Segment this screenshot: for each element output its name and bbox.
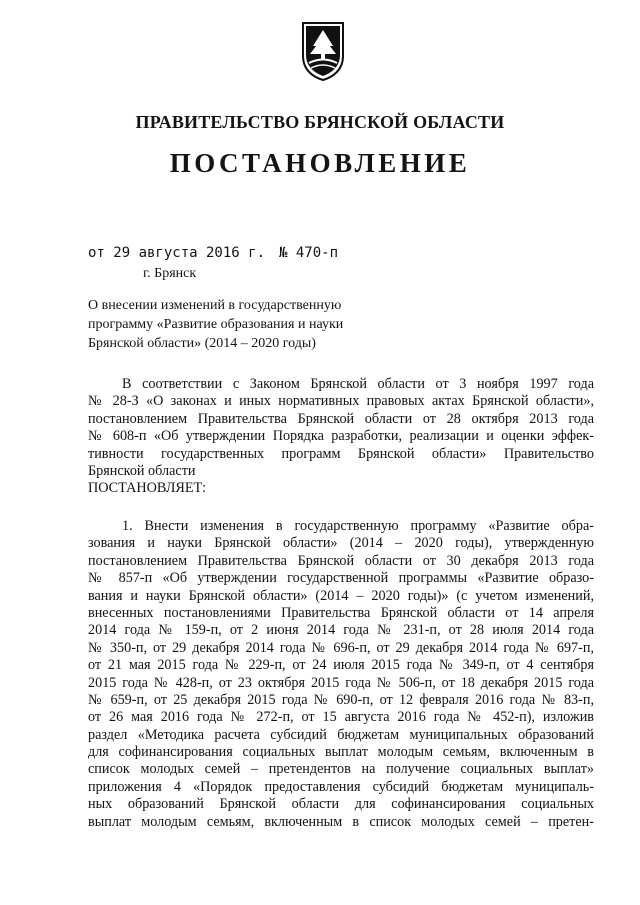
document-number: № 470-п [279, 245, 339, 261]
text-line: внесенных постановлениями Правительства Брянской области от 14 апреля [88, 604, 594, 621]
text-line: приложения 4 «Порядок предоставления субсидий бюджетам муниципаль- [88, 778, 594, 795]
text-line: 2015 года № 428-п, от 23 октября 2015 года № 506-п, от 18 декабря 2015 года [88, 674, 594, 691]
text-line: 1. Внести изменения в государственную программу «Развитие обра- [122, 518, 594, 534]
document-type-title: ПОСТАНОВЛЕНИЕ [169, 148, 471, 178]
text-line: ных образований Брянской области для софинансирования социальных [88, 796, 594, 813]
text-line: 2014 года № 159-п, от 2 июня 2014 года № 231-п, от 28 июля 2014 года [88, 622, 594, 639]
text-line: вания и науки Брянской области» (2014 – 2020 годы)» (с учетом изменений, [88, 587, 594, 604]
document-date: от 29 августа 2016 г. [88, 245, 266, 261]
preamble-paragraph [88, 376, 594, 498]
text-line: список молодых семей – претендентов на получение социальных выплат» [88, 761, 594, 778]
document-subject [88, 296, 343, 353]
text-line: № 659-п, от 25 декабря 2015 года № 690-п, от 12 февраля 2016 года № 83-п, [88, 691, 594, 708]
text-line: № 857-п «Об утверждении государственной программы «Развитие образо- [88, 570, 594, 587]
clause-1-paragraph [88, 518, 594, 831]
date-line [88, 245, 338, 261]
document-city: г. Брянск [143, 266, 197, 281]
text-line: зования и науки Брянской области» (2014 – 2020 годы), утвержденную [88, 535, 594, 552]
text-line: постановлением Правительства Брянской области от 28 октября 2013 года [88, 410, 594, 427]
text-line: от 26 мая 2016 года № 272-п, от 15 августа 2016 года № 452-п), изложив [88, 709, 594, 726]
text-line: раздел «Методика расчета субсидий бюджетам муниципальных образований [88, 726, 594, 743]
subject-line: О внесении изменений в государственную [88, 298, 342, 313]
government-title: ПРАВИТЕЛЬСТВО БРЯНСКОЙ ОБЛАСТИ [135, 112, 505, 132]
text-line: № 608-п «Об утверждении Порядка разработки, реализации и оценки эффек- [88, 428, 594, 445]
text-line: ПОСТАНОВЛЯЕТ: [88, 480, 207, 497]
text-line: для софинансирования социальных выплат молодым семьям, включенным в [88, 744, 594, 761]
coat-of-arms-icon [300, 20, 346, 82]
text-line: тивности государственных программ Брянской области» Правительство [88, 445, 594, 462]
text-line: выплат молодым семьям, включенным в список молодых семей – претен- [88, 813, 594, 830]
text-line: В соответствии с Законом Брянской области от 3 ноября 1997 года [122, 376, 594, 392]
text-line: № 350-п, от 29 декабря 2014 года № 696-п, от 29 декабря 2014 года № 697-п, [88, 639, 594, 656]
subject-line: Брянской области» (2014 – 2020 годы) [88, 336, 316, 351]
text-line: от 21 мая 2015 года № 229-п, от 24 июля 2015 года № 349-п, от 4 сентября [88, 657, 594, 674]
text-line: № 28-З «О законах и иных нормативных правовых актах Брянской области», [88, 393, 594, 410]
subject-line: программу «Развитие образования и науки [88, 317, 344, 332]
text-line: постановлением Правительства Брянской области от 30 декабря 2013 года [88, 552, 594, 569]
text-line: Брянской области [88, 462, 196, 479]
